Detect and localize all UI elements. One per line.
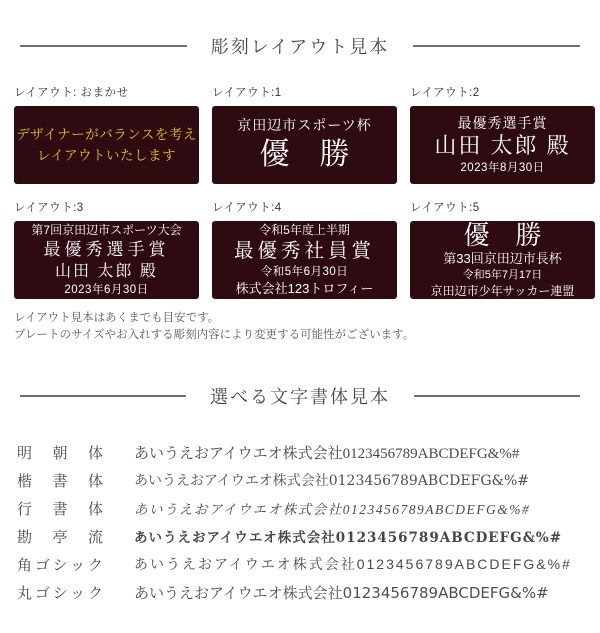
header-rule-right (413, 45, 580, 47)
plate-line: 令和5年6月30日 (260, 266, 349, 278)
note-line-2: プレートのサイズやお入れする彫刻内容により変更する可能性がございます。 (14, 328, 415, 341)
layout-panel-label: レイアウト:4 (212, 202, 282, 214)
layout-panel-2 (410, 84, 595, 184)
font-row-marugothic (17, 578, 592, 606)
plate-line: デザイナーがバランスを考え (16, 127, 197, 142)
font-sample-header (0, 383, 600, 409)
font-sample-table (0, 438, 600, 606)
plate-line: 山田 太郎 殿 (434, 133, 571, 158)
header-rule-left (20, 45, 187, 47)
plate-line: 2023年8月30日 (460, 162, 545, 174)
font-sample-text: あいうえおアイウエオ株式会社0123456789ABCDEFG&%# (134, 502, 531, 517)
engraving-plate-5 (410, 221, 595, 299)
plate-line: 優 勝 (259, 138, 350, 171)
layout-panel-label: レイアウト:1 (212, 87, 282, 99)
layout-panel-1 (212, 84, 397, 184)
font-row-kaisho (17, 466, 592, 494)
font-name-label: 楷書体 (17, 472, 103, 490)
engraving-layout-header (0, 33, 600, 59)
font-name-label: 丸ゴシック (17, 584, 103, 602)
plate-line: 第7回京田辺市スポーツ大会 (31, 223, 182, 237)
font-sample-text: あいうえおアイウエオ株式会社0123456789ABCDEFG&%# (134, 530, 563, 546)
engraving-plate-omakase (14, 106, 199, 184)
plate-line: 山田 太郎 殿 (55, 263, 158, 280)
plate-line: レイアウトいたします (37, 148, 176, 163)
font-sample-text: あいうえおアイウエオ株式会社0123456789ABCDEFG&%# (134, 445, 520, 462)
plate-line: 京田辺市少年サッカー連盟 (430, 284, 575, 298)
layout-panel-3 (14, 199, 199, 299)
layout-panel-label: レイアウト:2 (410, 87, 480, 99)
plate-line: 令和5年7月17日 (462, 269, 543, 281)
font-name-label: 明朝体 (17, 444, 103, 462)
layout-panel-label: レイアウト:5 (410, 202, 480, 214)
plate-line: 最優秀選手賞 (457, 115, 548, 131)
plate-line: 株式会社123トロフィー (235, 281, 374, 296)
layout-panel-omakase (14, 84, 199, 184)
engraving-layout-title: 彫刻レイアウト見本 (210, 37, 390, 57)
plate-line: 令和5年度上半期 (259, 223, 350, 237)
engraving-plate-2 (410, 106, 595, 184)
font-row-kanteiryu (17, 522, 592, 550)
plate-line: 2023年6月30日 (64, 284, 149, 296)
layout-panel-5 (410, 199, 595, 299)
font-row-mincho (17, 438, 592, 466)
font-name-label: 勘亭流 (17, 528, 103, 546)
font-name-label: 行書体 (17, 500, 103, 518)
plate-line: 最優秀選手賞 (43, 240, 170, 259)
layout-panel-4 (212, 199, 397, 299)
plate-line: 最優秀社員賞 (233, 240, 375, 262)
layout-panel-label: レイアウト: おまかせ (14, 87, 129, 99)
layout-panel-label: レイアウト:3 (14, 202, 84, 214)
font-sample-text: あいうえおアイウエオ株式会社0123456789ABCDEFG&%# (134, 583, 549, 602)
plate-line: 第33回京田辺市長杯 (443, 251, 562, 266)
engraving-plate-4 (212, 221, 397, 299)
engraving-plate-1 (212, 106, 397, 184)
font-row-kakugothic (17, 550, 592, 578)
plate-line: 優 勝 (463, 221, 542, 250)
engraving-plate-3 (14, 221, 199, 299)
note-line-1: レイアウト見本はあくまでも目安です。 (14, 312, 220, 324)
font-sample-text: あいうえおアイウエオ株式会社0123456789ABCDEFG&%# (134, 556, 572, 572)
font-row-gyosho (17, 494, 592, 522)
font-sample-title: 選べる文字書体見本 (210, 387, 390, 407)
layout-sample-grid (0, 84, 600, 299)
plate-line: 京田辺市スポーツ杯 (237, 117, 372, 133)
layout-disclaimer-note (0, 310, 600, 343)
font-name-label: 角ゴシック (17, 556, 103, 574)
header-rule-right (414, 395, 580, 397)
font-sample-text: あいうえおアイウエオ株式会社0123456789ABCDEFG&%# (134, 473, 530, 489)
header-rule-left (20, 395, 186, 397)
